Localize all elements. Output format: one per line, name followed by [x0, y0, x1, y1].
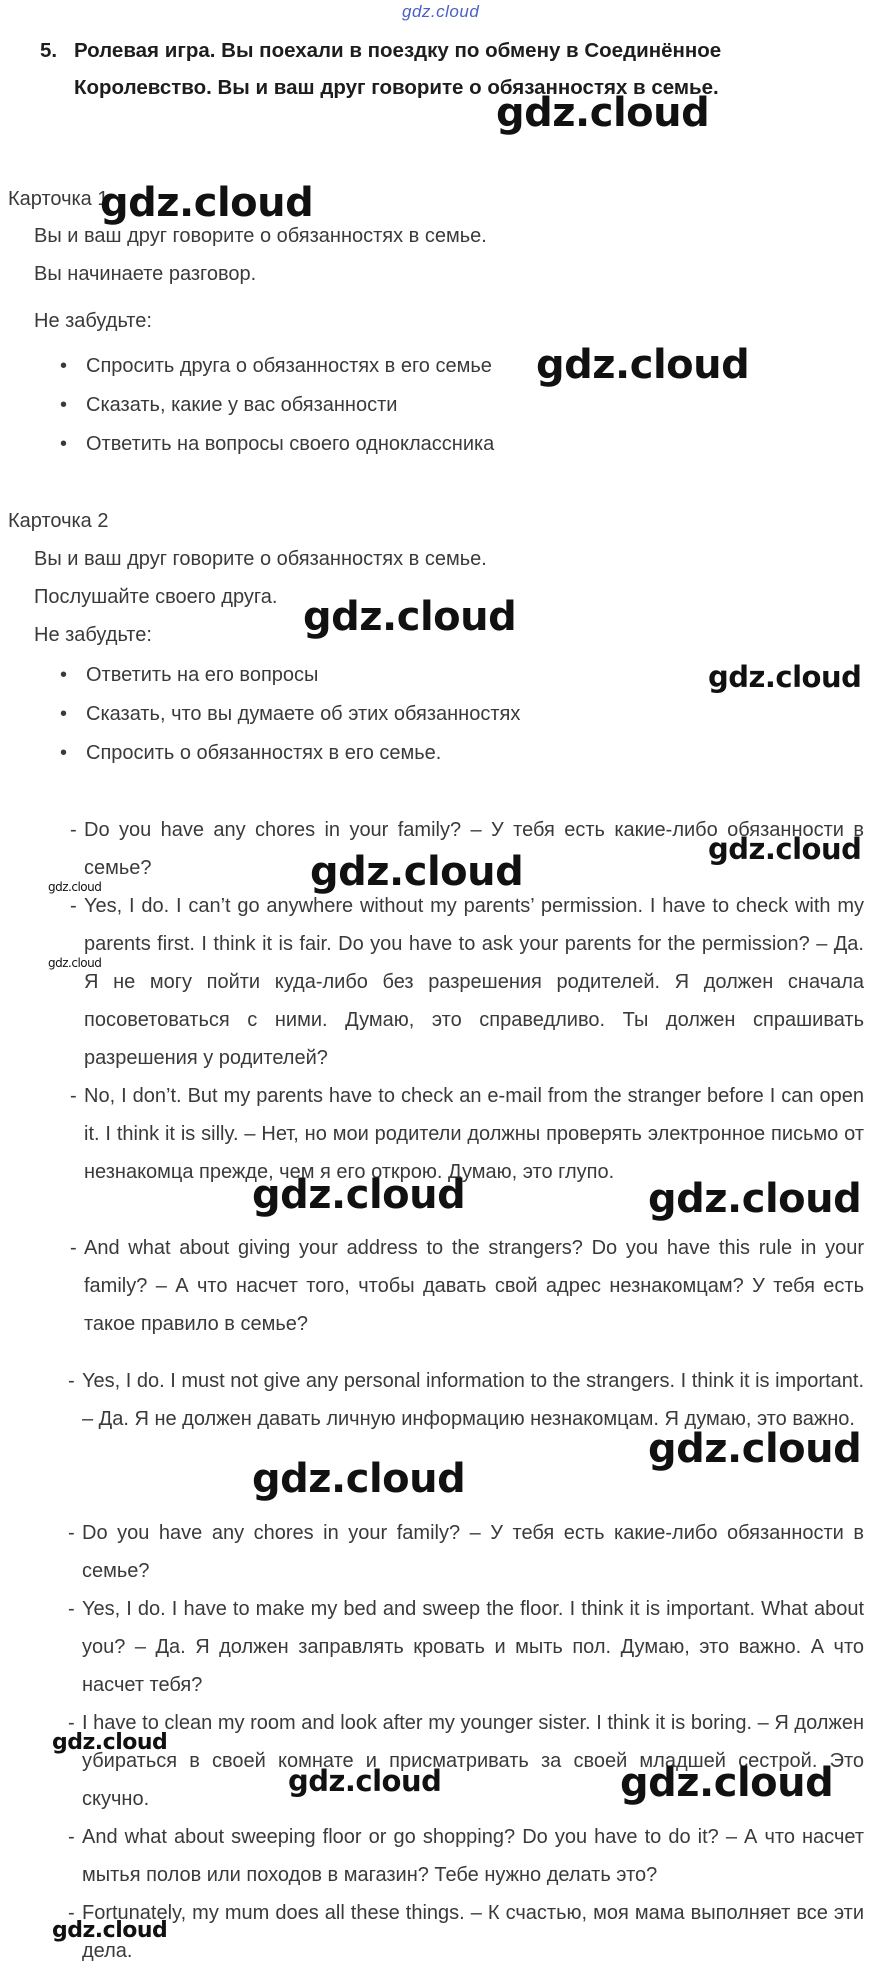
dialogue-line: - Yes, I do. I must not give any personal information to the strangers. I think it is important. – Да. Я не должен давать личную информацию незнакомцам. Я думаю, это важно.	[68, 1370, 864, 1430]
watermark-logo: gdz.cloud	[620, 1760, 834, 1806]
bullet-text: Сказать, какие у вас обязанности	[86, 394, 398, 416]
watermark-logo: gdz.cloud	[48, 880, 102, 894]
bullet-text: Ответить на его вопросы	[86, 664, 319, 686]
task-number: 5.	[40, 39, 58, 62]
watermark-logo: gdz.cloud	[52, 1918, 168, 1943]
card-1-line: Вы и ваш друг говорите о обязанностях в семье.	[34, 225, 487, 247]
dialogue-line: - Do you have any chores in your family? – У тебя есть какие-либо обязанности в семье?	[70, 819, 864, 879]
card-1-reminder: Не забудьте:	[34, 310, 152, 332]
watermark-logo: gdz.cloud	[310, 849, 524, 895]
watermark-logo: gdz.cloud	[100, 180, 314, 226]
card-2-reminder: Не забудьте:	[34, 624, 152, 646]
watermark-logo: gdz.cloud	[303, 594, 517, 640]
card-2-bullet	[60, 742, 441, 765]
bullet-text: Спросить о обязанностях в его семье.	[86, 742, 442, 764]
dialogue-line: - Yes, I do. I have to make my bed and sweep the floor. I think it is important. What about you? – Да. Я должен заправлять кровать и мыть пол. Думаю, это важно. А что насчет тебя?	[68, 1598, 864, 1696]
dialogue-line: - No, I don’t. But my parents have to check an e-mail from the stranger before I can open it. I think it is silly. – Нет, но мои родители должны проверять электронное письмо от незнакомца прежде, чем я его открою. Думаю, это глупо.	[70, 1085, 864, 1183]
dialogue-line: - And what about sweeping floor or go shopping? Do you have to do it? – А что насчет мытья полов или походов в магазин? Тебе нужно делать это?	[68, 1826, 864, 1886]
header-watermark: gdz.cloud	[402, 2, 480, 21]
task-heading	[40, 32, 865, 106]
card-1-title: Карточка 1	[8, 188, 109, 210]
watermark-logo: gdz.cloud	[52, 1730, 168, 1755]
card-2-bullet	[60, 664, 318, 687]
bullet-text: Спросить друга о обязанностях в его семье	[86, 355, 492, 377]
card-1-bullet	[60, 355, 492, 378]
task-line-2: Королевство. Вы и ваш друг говорите о обязанностях в семье.	[74, 76, 719, 99]
card-1-line: Вы начинаете разговор.	[34, 263, 257, 285]
card-2-bullet	[60, 703, 520, 726]
task-line-1: Ролевая игра. Вы поехали в поездку по обмену в Соединённое	[74, 39, 722, 62]
watermark-logo: gdz.cloud	[708, 660, 862, 694]
dialogue-line: - Fortunately, my mum does all these things. – К счастью, моя мама выполняет все эти дела.	[68, 1902, 864, 1962]
watermark-logo: gdz.cloud	[648, 1176, 862, 1222]
bullet-text: Ответить на вопросы своего одноклассника	[86, 433, 495, 455]
watermark-logo: gdz.cloud	[288, 1764, 442, 1798]
card-1-bullet	[60, 433, 494, 456]
bullet-text: Сказать, что вы думаете об этих обязанностях	[86, 703, 521, 725]
dialogue-line: - And what about giving your address to the strangers? Do you have this rule in your family? – А что насчет того, чтобы давать свой адрес незнакомцам? У тебя есть такое правило в семье?	[70, 1237, 864, 1335]
dialogue-line: - Yes, I do. I can’t go anywhere without my parents’ permission. I have to check with my parents first. I think it is fair. Do you have to ask your parents for the permission? – Да. Я не могу пойти куда-либо без разрешения родителей. Я должен сначала посоветоваться с ними. Думаю, это справедливо. Ты должен спрашивать разрешения у родителей?	[70, 895, 864, 1069]
card-2-title: Карточка 2	[8, 510, 109, 532]
card-2-line: Послушайте своего друга.	[34, 586, 278, 608]
card-2-line: Вы и ваш друг говорите о обязанностях в семье.	[34, 548, 487, 570]
watermark-logo: gdz.cloud	[648, 1426, 862, 1472]
dialogue-line: - Do you have any chores in your family? – У тебя есть какие-либо обязанности в семье?	[68, 1522, 864, 1582]
watermark-logo: gdz.cloud	[708, 832, 862, 866]
card-1-bullet	[60, 394, 397, 417]
watermark-logo: gdz.cloud	[252, 1172, 466, 1218]
dialogue-line: - I have to clean my room and look after my younger sister. I think it is boring. – Я должен убираться в своей комнате и присматривать за своей младшей сестрой. Это скучно.	[68, 1712, 864, 1810]
watermark-logo: gdz.cloud	[496, 90, 710, 136]
watermark-logo: gdz.cloud	[252, 1456, 466, 1502]
watermark-logo: gdz.cloud	[48, 956, 102, 970]
watermark-logo: gdz.cloud	[536, 342, 750, 388]
